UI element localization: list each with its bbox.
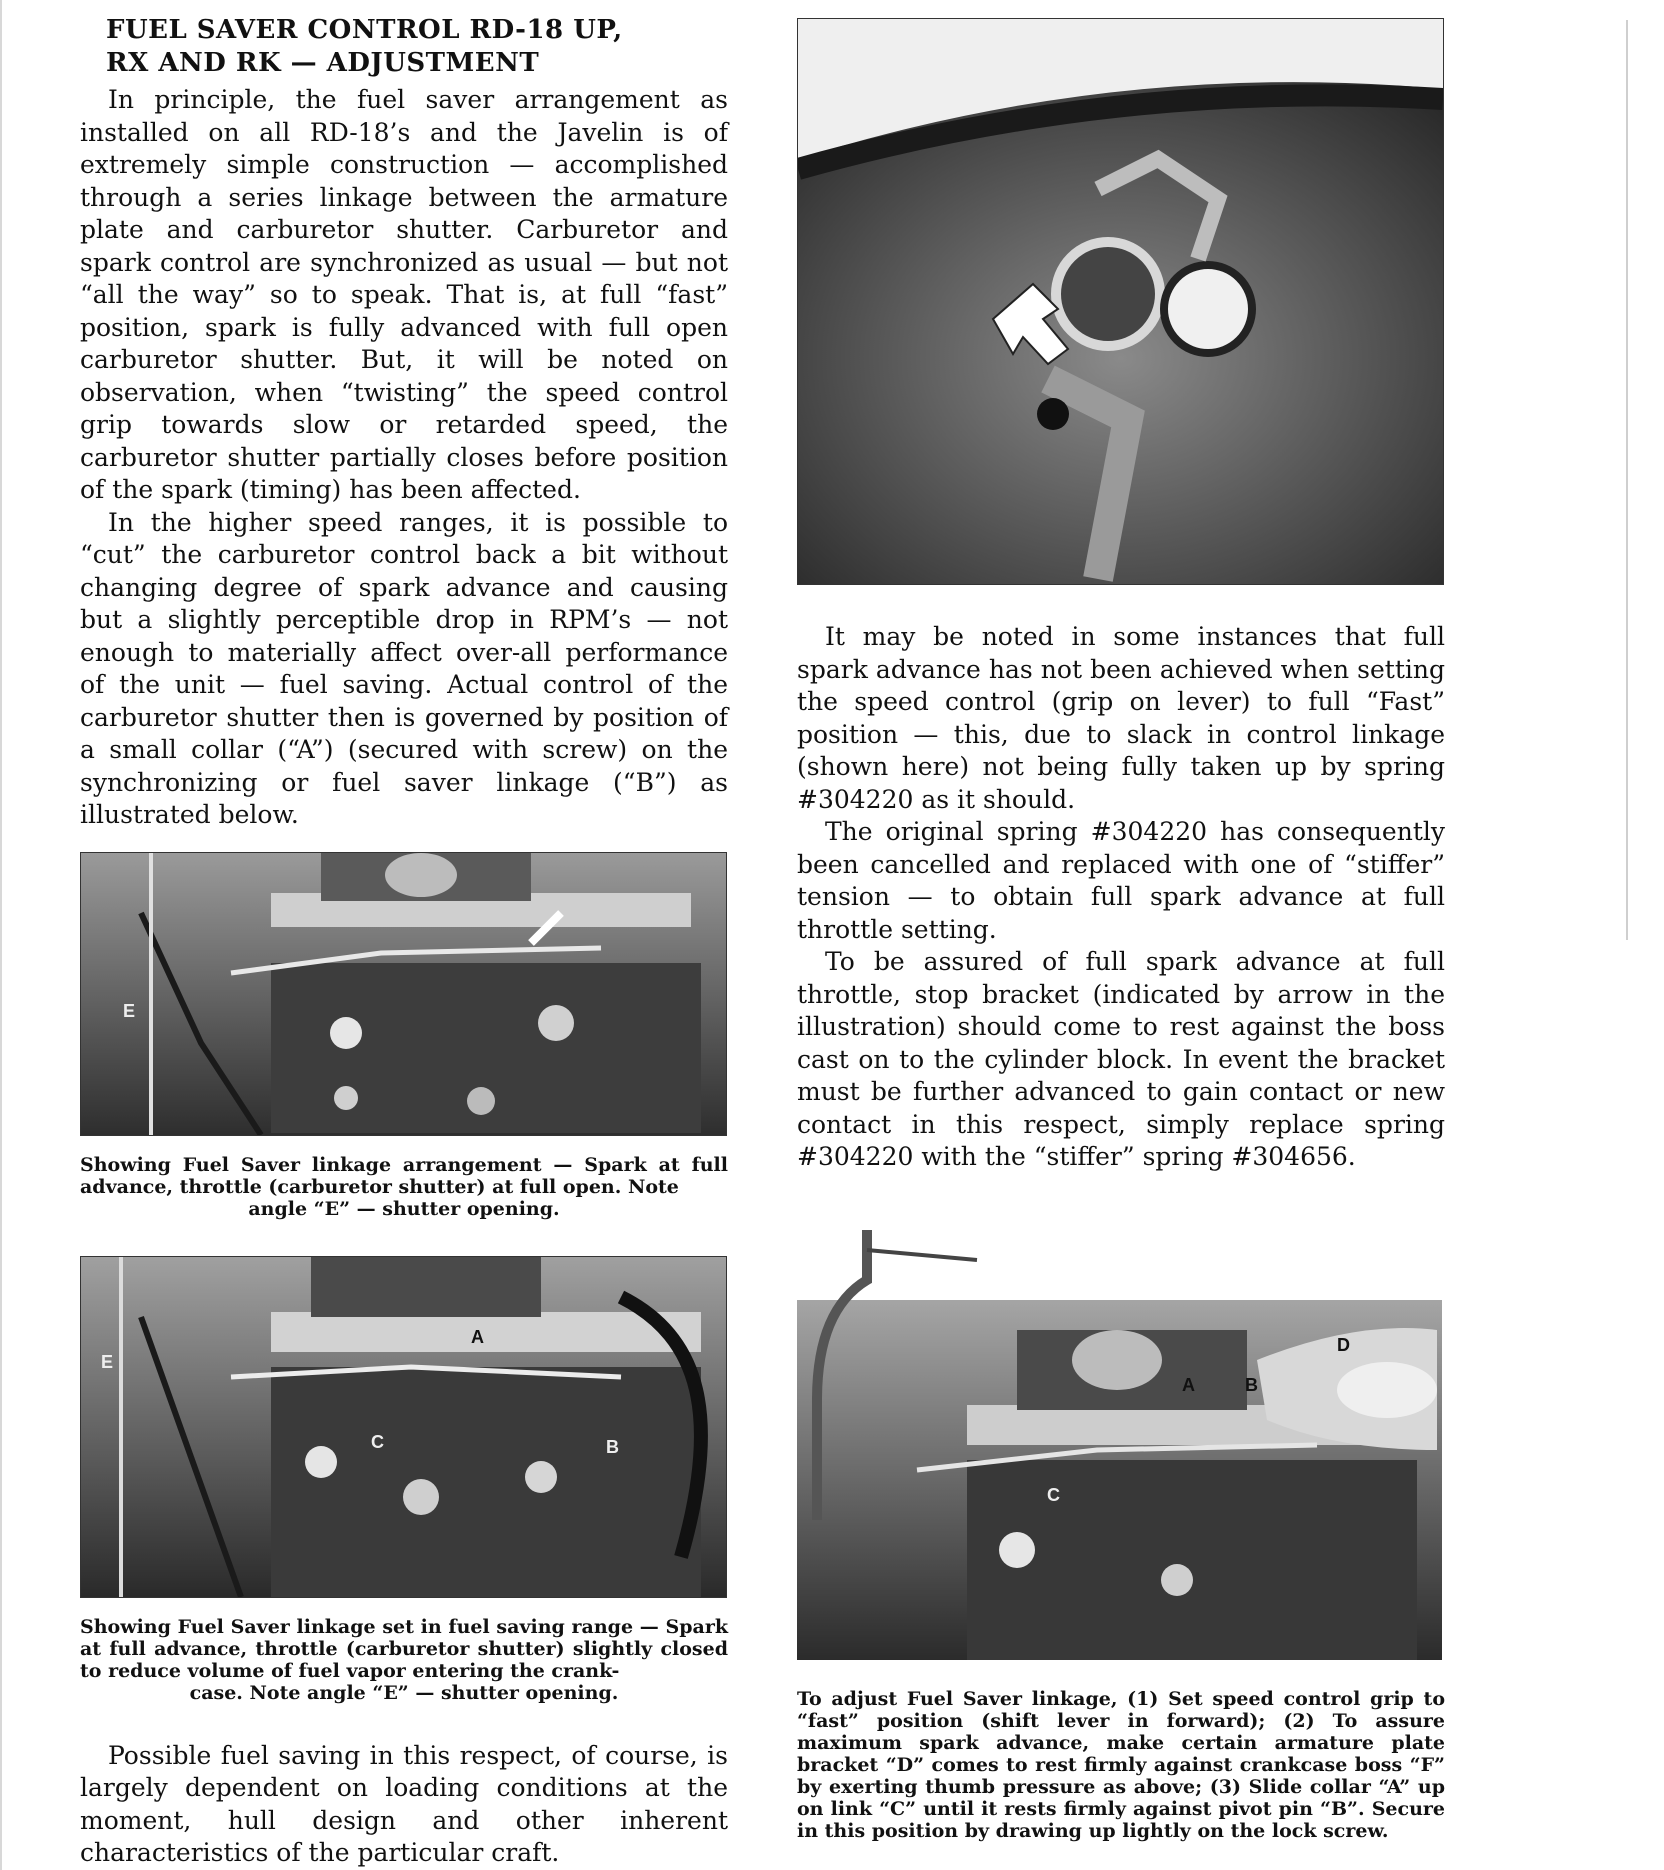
caption-figure-1-main: Showing Fuel Saver linkage arrangement — Spark at full advance, throttle (carburetor shutter) at full open. Note (80, 1153, 728, 1198)
paragraph-closing: Possible fuel saving in this respect, of course, is largely dependent on loading conditions at the moment, hull design and other inherent characteristics of the particular craft. (80, 1740, 728, 1867)
photo-adjust-linkage (797, 1220, 1442, 1660)
paragraph-slack: It may be noted in some instances that full spark advance has not been achieved when setting the speed control (grip on lever) to full “Fast” position — this, due to slack in control linkage (shown here) not being fully taken up by spring #304220 as it should. (797, 622, 1445, 814)
paragraph-principle: In principle, the fuel saver arrangement as installed on all RD-18’s and the Javelin is of extremely simple construction — accomplished through a series linkage between the armature plate and carburetor shutter. Carburetor and spark control are synchronized as usual — but not “all the way” so to speak. That is, at full “fast” position, spark is fully advanced with full open carburetor shutter. But, it will be noted on observation, when “twisting” the speed control grip towards slow or retarded speed, the carburetor shutter partially closes before position of the spark (timing) has been affected. (80, 85, 728, 504)
caption-figure-1-last: angle “E” — shutter opening. (248, 1197, 560, 1220)
paragraph-spring-replaced: The original spring #304220 has consequently been cancelled and replaced with one of “stiffer” tension — to obtain full spark advance at full throttle setting. (797, 817, 1445, 944)
label-c: C (371, 1431, 384, 1452)
heading-line-2: RX AND RK — ADJUSTMENT (106, 48, 540, 78)
caption-figure-2-last: case. Note angle “E” — shutter opening. (189, 1681, 619, 1704)
label-e: E (123, 1000, 136, 1021)
photo-linkage-fuel-saving (80, 1256, 727, 1598)
section-heading (106, 14, 728, 80)
photo-stop-bracket-closeup (797, 18, 1444, 585)
left-column (80, 14, 728, 1870)
label-c: C (1047, 1484, 1060, 1505)
label-b: B (1245, 1374, 1258, 1395)
caption-figure-4: To adjust Fuel Saver linkage, (1) Set speed control grip to “fast” position (shift lever in forward); (2) To assure maximum spark advance, make certain armature plate bracket “D” comes to rest firmly against crankcase boss “F” by exerting thumb pressure as above; (3) Slide collar “A” up on link “C” until it rests firmly against pivot pin “B”. Secure in this position by drawing up lightly on the lock screw. (797, 1687, 1445, 1842)
right-column (797, 18, 1445, 1842)
label-a: A (471, 1326, 484, 1347)
caption-figure-2 (80, 1616, 728, 1704)
label-a: A (1182, 1374, 1195, 1395)
paragraph-higher-speed: In the higher speed ranges, it is possible to “cut” the carburetor control back a bit without changing degree of spark advance and causing but a slightly perceptible drop in RPM’s — not enough to materially affect over-all performance of the unit — fuel saving. Actual control of the carburetor shutter then is governed by position of a small collar (“A”) (secured with screw) on the synchronizing or fuel saver linkage (“B”) as illustrated below. (80, 507, 728, 829)
photo-linkage-full-open (80, 852, 727, 1136)
label-d: D (1337, 1334, 1350, 1355)
scan-margin-line (1626, 20, 1628, 940)
caption-figure-2-main: Showing Fuel Saver linkage set in fuel saving range — Spark at full advance, throttle (carburetor shutter) slightly closed to reduce volume of fuel vapor entering the crank- (80, 1615, 728, 1682)
label-e: E (101, 1351, 114, 1372)
caption-figure-1 (80, 1154, 728, 1220)
label-b: B (606, 1436, 619, 1457)
paragraph-stop-bracket: To be assured of full spark advance at full throttle, stop bracket (indicated by arrow in the illustration) should come to rest against the boss cast on to the cylinder block. In event the bracket must be further advanced to gain contact or new contact in this respect, simply replace spring #304220 with the “stiffer” spring #304656. (797, 947, 1445, 1171)
heading-line-1: FUEL SAVER CONTROL RD-18 UP, (106, 15, 623, 45)
